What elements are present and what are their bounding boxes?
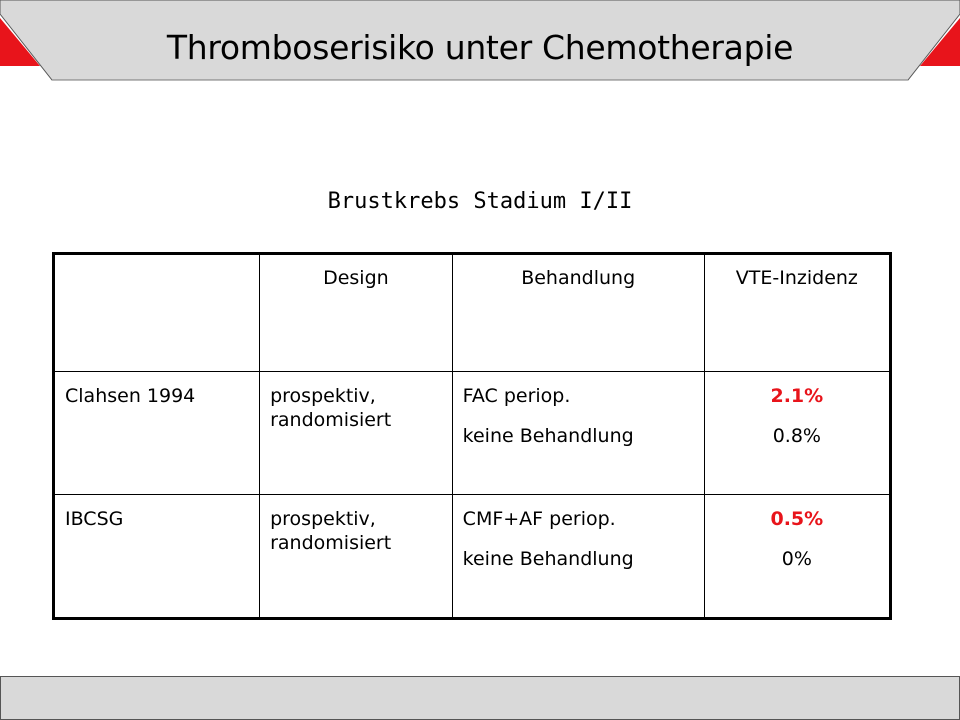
design-cell: prospektiv, randomisiert xyxy=(260,372,453,495)
slide-subtitle: Brustkrebs Stadium I/II xyxy=(327,189,633,214)
table-header-row xyxy=(54,254,891,372)
header-cell-treatment: Behandlung xyxy=(452,254,704,372)
table-row xyxy=(54,495,891,619)
study-table xyxy=(52,252,892,620)
vte-highlight-value: 2.1% xyxy=(770,385,824,407)
study-cell: IBCSG xyxy=(54,495,260,619)
header-cell-empty xyxy=(54,254,260,372)
slide-title: Thromboserisiko unter Chemotherapie xyxy=(166,28,794,67)
slide-footer xyxy=(0,676,960,720)
study-cell: Clahsen 1994 xyxy=(54,372,260,495)
vte-cell xyxy=(704,372,890,495)
vte-control-value: 0% xyxy=(781,548,812,570)
slide-header xyxy=(0,0,960,82)
vte-control-value: 0.8% xyxy=(772,425,821,447)
header-cell-vte: VTE-Inzidenz xyxy=(704,254,890,372)
vte-highlight-value: 0.5% xyxy=(770,508,824,530)
design-cell: prospektiv, randomisiert xyxy=(260,495,453,619)
vte-cell xyxy=(704,495,890,619)
treatment-cell: CMF+AF periop. keine Behandlung xyxy=(452,495,704,619)
header-cell-design: Design xyxy=(260,254,453,372)
treatment-cell: FAC periop. keine Behandlung xyxy=(452,372,704,495)
table-row xyxy=(54,372,891,495)
